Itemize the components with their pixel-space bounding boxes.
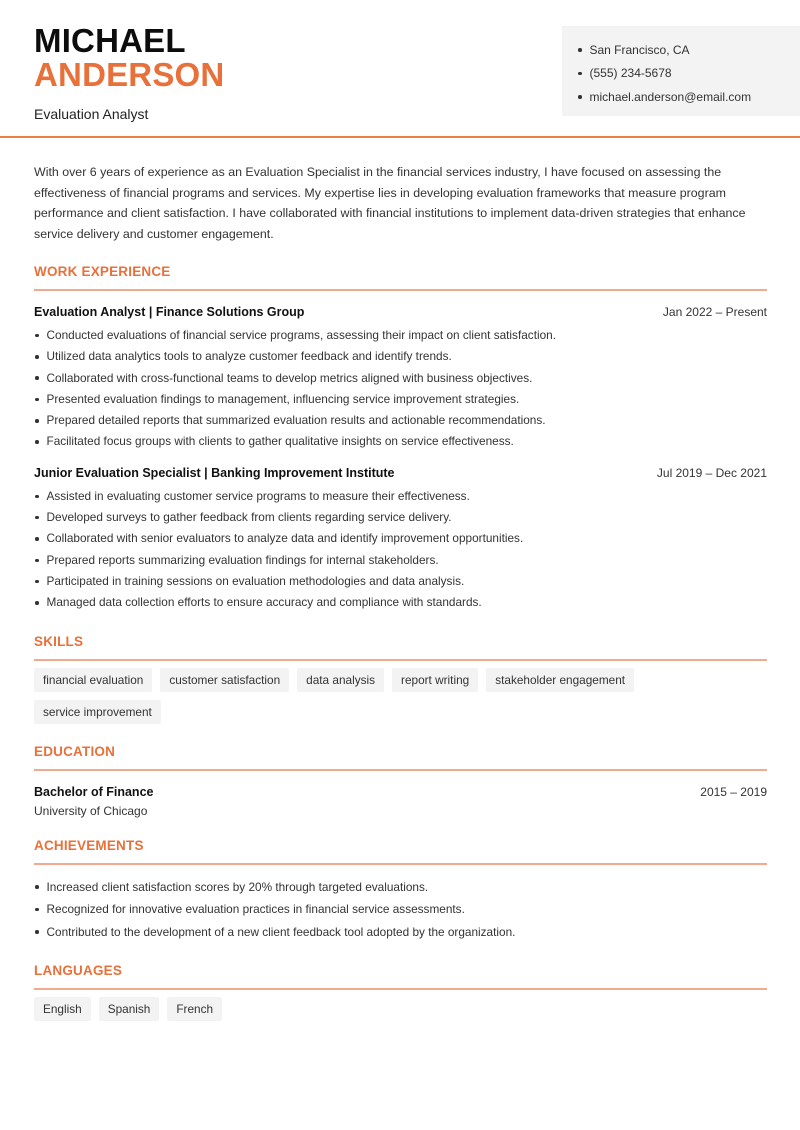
work-experience-section (34, 264, 767, 614)
language-tag: French (167, 997, 222, 1021)
language-tag: English (34, 997, 91, 1021)
skill-tag: financial evaluation (34, 668, 152, 692)
contact-phone-text: (555) 234-5678 (589, 66, 672, 81)
skill-tag: service improvement (34, 700, 161, 724)
bullet-text: Assisted in evaluating customer service programs to measure their effectiveness. (46, 488, 470, 503)
bullet-text: Collaborated with cross-functional teams to develop metrics aligned with business objectives. (46, 370, 533, 385)
bullet-text: Conducted evaluations of financial service programs, assessing their impact on client satisfaction. (46, 328, 556, 342)
bullet-text: Presented evaluation findings to management, influencing service improvement strategies. (46, 391, 520, 406)
list-item (34, 368, 767, 389)
bullet-icon (35, 376, 39, 380)
bullet-icon (578, 95, 582, 99)
job-entry (34, 305, 767, 453)
skills-section (34, 634, 767, 724)
list-item (34, 507, 767, 528)
bullet-icon (35, 334, 39, 338)
skill-tag: data analysis (297, 668, 384, 692)
bullet-text: Recognized for innovative evaluation practices in financial service assessments. (46, 902, 465, 917)
skill-tag: stakeholder engagement (486, 668, 634, 692)
bullet-icon (35, 398, 39, 402)
last-name: ANDERSON (34, 56, 225, 93)
first-name: MICHAEL (34, 22, 186, 59)
contact-email-text: michael.anderson@email.com (589, 89, 752, 104)
list-item (34, 528, 767, 549)
section-heading: SKILLS (34, 634, 767, 661)
job-role: Evaluation Analyst | Finance Solutions Group (34, 305, 305, 319)
bullet-icon (35, 355, 39, 359)
education-dates: 2015 – 2019 (700, 784, 767, 799)
list-item (34, 431, 767, 452)
list-item (34, 410, 767, 431)
bullet-text: Prepared detailed reports that summarized evaluation results and actionable recommendations. (46, 413, 546, 428)
education-section (34, 744, 767, 818)
bullet-text: Increased client satisfaction scores by 20% through targeted evaluations. (46, 879, 429, 894)
bullet-text: Prepared reports summarizing evaluation findings for internal stakeholders. (46, 552, 439, 567)
list-item (34, 571, 767, 592)
bullet-icon (35, 580, 39, 584)
education-header (34, 785, 767, 799)
section-heading: ACHIEVEMENTS (34, 838, 767, 865)
contact-box (562, 26, 800, 116)
job-bullets (34, 325, 767, 453)
section-heading: WORK EXPERIENCE (34, 264, 767, 291)
languages-tags (34, 997, 767, 1021)
bullet-text: Utilized data analytics tools to analyze customer feedback and identify trends. (46, 349, 452, 364)
achievements-section (34, 838, 767, 944)
bullet-icon (35, 516, 39, 520)
skill-tag: customer satisfaction (160, 668, 289, 692)
job-bullets (34, 486, 767, 614)
bullet-icon (578, 48, 582, 52)
bullet-icon (35, 495, 39, 499)
bullet-icon (35, 908, 39, 912)
summary: With over 6 years of experience as an Evaluation Specialist in the financial services industry, I have focused on assessing the effectiveness of financial programs and services. My expertise lies in developing evaluation frameworks that measure program performance and client satisfaction. I have collaborated with financial institutions to implement data-driven strategies that enhance service delivery and customer engagement. (34, 165, 746, 241)
bullet-text: Facilitated focus groups with clients to gather qualitative insights on service effectiveness. (46, 434, 514, 449)
achievements-list (34, 876, 767, 944)
name-block (34, 24, 224, 123)
bullet-icon (35, 559, 39, 563)
bullet-text: Collaborated with senior evaluators to analyze data and identify improvement opportunities. (46, 531, 524, 546)
list-item (34, 486, 767, 507)
job-role: Junior Evaluation Specialist | Banking Improvement Institute (34, 465, 395, 480)
bullet-text: Contributed to the development of a new client feedback tool adopted by the organization. (46, 924, 516, 939)
languages-section (34, 963, 767, 1021)
bullet-icon (35, 440, 39, 444)
language-tag: Spanish (99, 997, 160, 1021)
education-school: University of Chicago (34, 803, 148, 818)
job-dates: Jan 2022 – Present (662, 305, 767, 319)
job-dates: Jul 2019 – Dec 2021 (656, 465, 767, 480)
list-item (34, 346, 767, 367)
resume-header (0, 0, 800, 138)
skills-tags (34, 668, 767, 724)
list-item (34, 898, 767, 921)
bullet-icon (35, 537, 39, 541)
bullet-text: Developed surveys to gather feedback from clients regarding service delivery. (46, 510, 452, 525)
job-header (34, 305, 767, 319)
bullet-icon (35, 930, 39, 934)
job-entry (34, 466, 767, 614)
section-heading: EDUCATION (34, 744, 767, 771)
contact-email (578, 85, 800, 109)
list-item (34, 389, 767, 410)
bullet-icon (578, 72, 582, 76)
list-item (34, 921, 767, 944)
bullet-text: Participated in training sessions on evaluation methodologies and data analysis. (46, 573, 465, 588)
skill-tag: report writing (392, 668, 478, 692)
bullet-icon (35, 885, 39, 889)
contact-location (578, 38, 800, 62)
bullet-icon (35, 419, 39, 423)
list-item (34, 876, 767, 899)
bullet-text: Managed data collection efforts to ensure accuracy and compliance with standards. (46, 595, 482, 610)
education-degree: Bachelor of Finance (34, 784, 154, 799)
job-header (34, 466, 767, 480)
list-item (34, 325, 767, 346)
contact-location-text: San Francisco, CA (589, 42, 690, 57)
list-item (34, 592, 767, 613)
job-title: Evaluation Analyst (34, 106, 149, 122)
bullet-icon (35, 601, 39, 605)
section-heading: LANGUAGES (34, 963, 767, 990)
resume-content (34, 162, 767, 1021)
contact-phone (578, 62, 800, 86)
list-item (34, 550, 767, 571)
